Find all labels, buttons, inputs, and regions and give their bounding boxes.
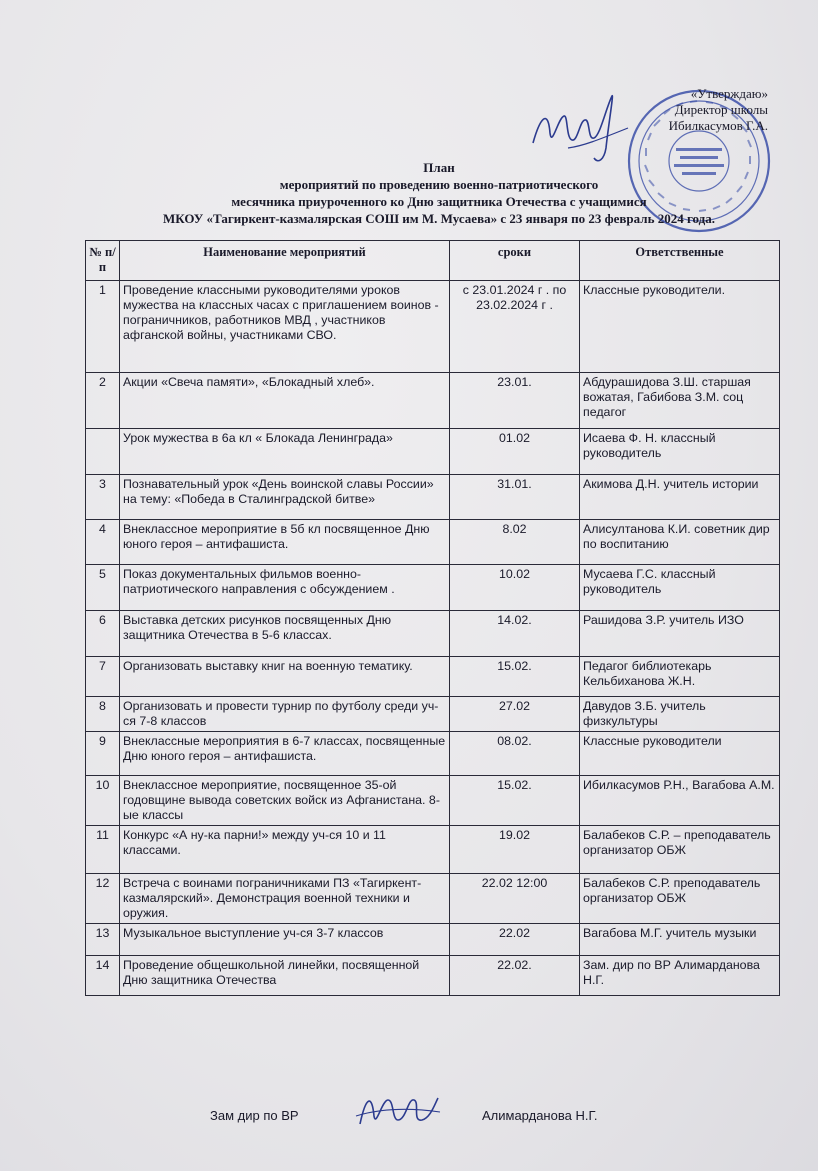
row-responsible: Давудов З.Б. учитель физкультуры — [580, 697, 780, 732]
row-date: 14.02. — [450, 611, 580, 657]
table-row — [86, 611, 780, 657]
table-row — [86, 697, 780, 732]
table-row — [86, 281, 780, 373]
header-num: № п/п — [86, 241, 120, 281]
row-event: Проведение общешкольной линейки, посвященной Дню защитника Отечества — [120, 956, 450, 996]
row-number: 13 — [86, 924, 120, 956]
row-event: Акции «Свеча памяти», «Блокадный хлеб». — [120, 373, 450, 429]
table-row — [86, 874, 780, 924]
table-row — [86, 826, 780, 874]
row-date: 27.02 — [450, 697, 580, 732]
table-row — [86, 956, 780, 996]
row-number: 8 — [86, 697, 120, 732]
row-number: 6 — [86, 611, 120, 657]
row-event: Внеклассные мероприятия в 6-7 классах, посвященные Дню юного героя – антифашиста. — [120, 732, 450, 776]
row-date: 22.02 12:00 — [450, 874, 580, 924]
header-responsible: Ответственные — [580, 241, 780, 281]
table-row — [86, 924, 780, 956]
row-responsible: Ибилкасумов Р.Н., Вагабова А.М. — [580, 776, 780, 826]
row-responsible: Алисултанова К.И. советник дир по воспитанию — [580, 520, 780, 565]
row-event: Организовать и провести турнир по футболу среди уч-ся 7-8 классов — [120, 697, 450, 732]
row-date: 15.02. — [450, 657, 580, 697]
approval-name: Ибилкасумов Г.А. — [668, 118, 768, 133]
row-number: 10 — [86, 776, 120, 826]
row-responsible: Зам. дир по ВР Алимарданова Н.Г. — [580, 956, 780, 996]
events-table — [85, 240, 780, 996]
row-responsible: Педагог библиотекарь Кельбиханова Ж.Н. — [580, 657, 780, 697]
row-date: 15.02. — [450, 776, 580, 826]
row-responsible: Балабеков С.Р. – преподаватель организатор ОБЖ — [580, 826, 780, 874]
row-event: Встреча с воинами пограничниками ПЗ «Тагиркент-казмалярский». Демонстрация военной техники и оружия. — [120, 874, 450, 924]
row-event: Показ документальных фильмов военно-патриотического направления с обсуждением . — [120, 565, 450, 611]
row-date: 22.02. — [450, 956, 580, 996]
row-number: 4 — [86, 520, 120, 565]
row-date: 22.02 — [450, 924, 580, 956]
row-date: 10.02 — [450, 565, 580, 611]
row-number — [86, 429, 120, 475]
row-responsible: Мусаева Г.С. классный руководитель — [580, 565, 780, 611]
table-row — [86, 475, 780, 520]
table-row — [86, 657, 780, 697]
row-event: Урок мужества в 6а кл « Блокада Ленинграда» — [120, 429, 450, 475]
row-number: 2 — [86, 373, 120, 429]
row-responsible: Классные руководители — [580, 732, 780, 776]
row-date: 08.02. — [450, 732, 580, 776]
row-event: Познавательный урок «День воинской славы России» на тему: «Победа в Сталинградской битве» — [120, 475, 450, 520]
row-event: Внеклассное мероприятие, посвященное 35-ой годовщине вывода советских войск из Афганистана. 8-ые классы — [120, 776, 450, 826]
row-event: Организовать выставку книг на военную тематику. — [120, 657, 450, 697]
row-event: Музыкальное выступление уч-ся 3-7 классов — [120, 924, 450, 956]
table-row — [86, 373, 780, 429]
table-row — [86, 520, 780, 565]
header-date: сроки — [450, 241, 580, 281]
row-number: 14 — [86, 956, 120, 996]
row-responsible: Балабеков С.Р. преподаватель организатор ОБЖ — [580, 874, 780, 924]
table-header-row — [86, 241, 780, 281]
plan-title: План — [423, 160, 455, 175]
row-event: Внеклассное мероприятие в 5б кл посвященное Дню юного героя – антифашиста. — [120, 520, 450, 565]
row-date: 19.02 — [450, 826, 580, 874]
row-date: 23.01. — [450, 373, 580, 429]
table-row — [86, 565, 780, 611]
approval-position: Директор школы — [674, 102, 768, 117]
table-row — [86, 732, 780, 776]
row-responsible: Акимова Д.Н. учитель истории — [580, 475, 780, 520]
row-number: 9 — [86, 732, 120, 776]
approval-heading: «Утверждаю» — [690, 86, 768, 101]
row-date: 01.02 — [450, 429, 580, 475]
row-date: 31.01. — [450, 475, 580, 520]
row-responsible: Классные руководители. — [580, 281, 780, 373]
row-event: Проведение классными руководителями уроков мужества на классных часах с приглашением воинов - пограничников, работников МВД , участников афганской войны, участниками СВО. — [120, 281, 450, 373]
row-responsible: Рашидова З.Р. учитель ИЗО — [580, 611, 780, 657]
row-responsible: Вагабова М.Г. учитель музыки — [580, 924, 780, 956]
plan-subtitle-1: мероприятий по проведению военно-патриотического — [279, 177, 599, 192]
row-date: с 23.01.2024 г . по 23.02.2024 г . — [450, 281, 580, 373]
plan-subtitle-2: месячника приуроченного ко Дню защитника Отечества с учащимися — [231, 194, 647, 209]
director-signature-icon — [528, 88, 638, 168]
footer-name: Алимарданова Н.Г. — [482, 1108, 598, 1123]
plan-subtitle-3: МКОУ «Тагиркент-казмалярская СОШ им М. Мусаева» с 23 января по 23 февраль 2024 года. — [163, 211, 715, 226]
approval-block — [640, 86, 768, 134]
header-event: Наименование мероприятий — [120, 241, 450, 281]
row-event: Выставка детских рисунков посвященных Дню защитника Отечества в 5-6 классах. — [120, 611, 450, 657]
row-date: 8.02 — [450, 520, 580, 565]
row-responsible: Исаева Ф. Н. классный руководитель — [580, 429, 780, 475]
row-number: 1 — [86, 281, 120, 373]
row-event: Конкурс «А ну-ка парни!» между уч-ся 10 и 11 классами. — [120, 826, 450, 874]
row-number: 11 — [86, 826, 120, 874]
row-number: 3 — [86, 475, 120, 520]
table-row — [86, 776, 780, 826]
footer-position: Зам дир по ВР — [210, 1108, 299, 1123]
row-number: 5 — [86, 565, 120, 611]
row-number: 7 — [86, 657, 120, 697]
row-number: 12 — [86, 874, 120, 924]
row-responsible: Абдурашидова З.Ш. старшая вожатая, Габибова З.М. соц педагог — [580, 373, 780, 429]
deputy-signature-icon — [352, 1086, 442, 1136]
table-row — [86, 429, 780, 475]
